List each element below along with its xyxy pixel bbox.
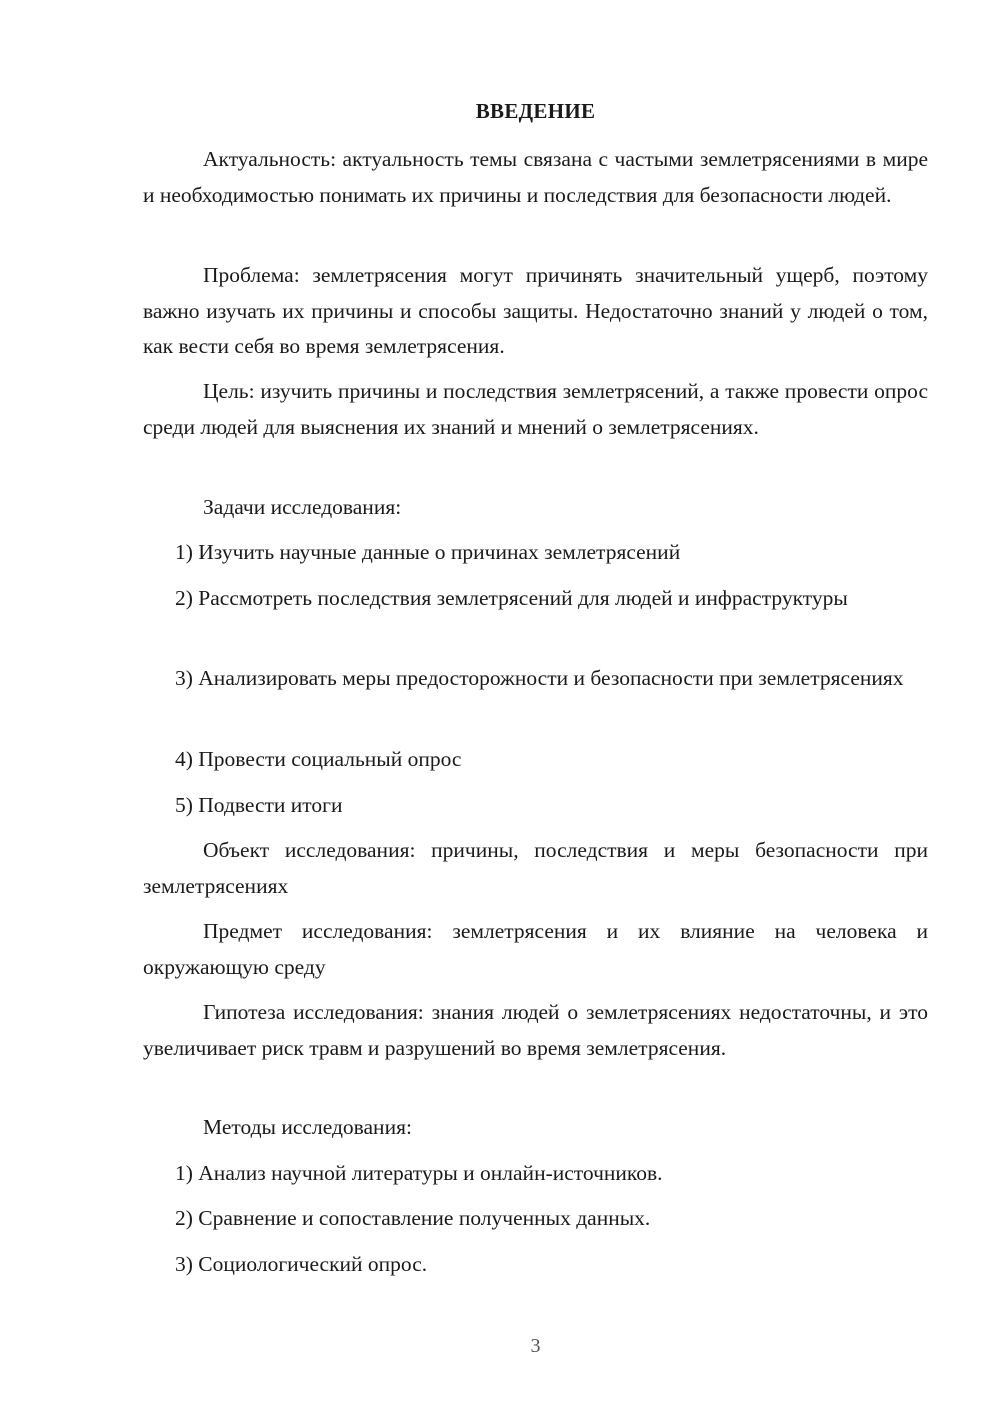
method-item-3: 3) Социологический опрос. [175,1252,428,1276]
goal-paragraph: Цель: изучить причины и последствия землетрясений, а также провести опрос среди людей для выяснения их знаний и мнений о землетрясениях. [143,379,928,439]
object-paragraph: Объект исследования: причины, последствия и меры безопасности при землетрясениях [143,838,928,898]
relevance-paragraph: Актуальность: актуальность темы связана с частыми землетрясениями в мире и необходимостью понимать их причины и последствия для безопасности людей. [143,147,928,207]
method-item-1: 1) Анализ научной литературы и онлайн-источников. [175,1161,663,1185]
subject-paragraph: Предмет исследования: землетрясения и их влияние на человека и окружающую среду [143,919,928,979]
section-heading: ВВЕДЕНИЕ [475,99,596,123]
methods-heading: Методы исследования: [203,1115,412,1139]
hypothesis-paragraph: Гипотеза исследования: знания людей о землетрясениях недостаточны, и это увеличивает риск травм и разрушений во время землетрясения. [143,1000,928,1060]
task-item-2: 2) Рассмотреть последствия землетрясений для людей и инфраструктуры [175,586,848,610]
problem-paragraph: Проблема: землетрясения могут причинять значительный ущерб, поэтому важно изучать их причины и способы защиты. Недостаточно знаний у людей о том, как вести себя во время землетрясения. [143,263,928,358]
task-item-1: 1) Изучить научные данные о причинах землетрясений [175,540,681,564]
task-item-4: 4) Провести социальный опрос [175,747,462,771]
task-item-3: 3) Анализировать меры предосторожности и безопасности при землетрясениях [175,666,904,690]
tasks-heading: Задачи исследования: [203,495,402,519]
method-item-2: 2) Сравнение и сопоставление полученных данных. [175,1206,651,1230]
task-item-5: 5) Подвести итоги [175,793,343,817]
document-page [143,0,928,1414]
page-number: 3 [530,1335,541,1357]
